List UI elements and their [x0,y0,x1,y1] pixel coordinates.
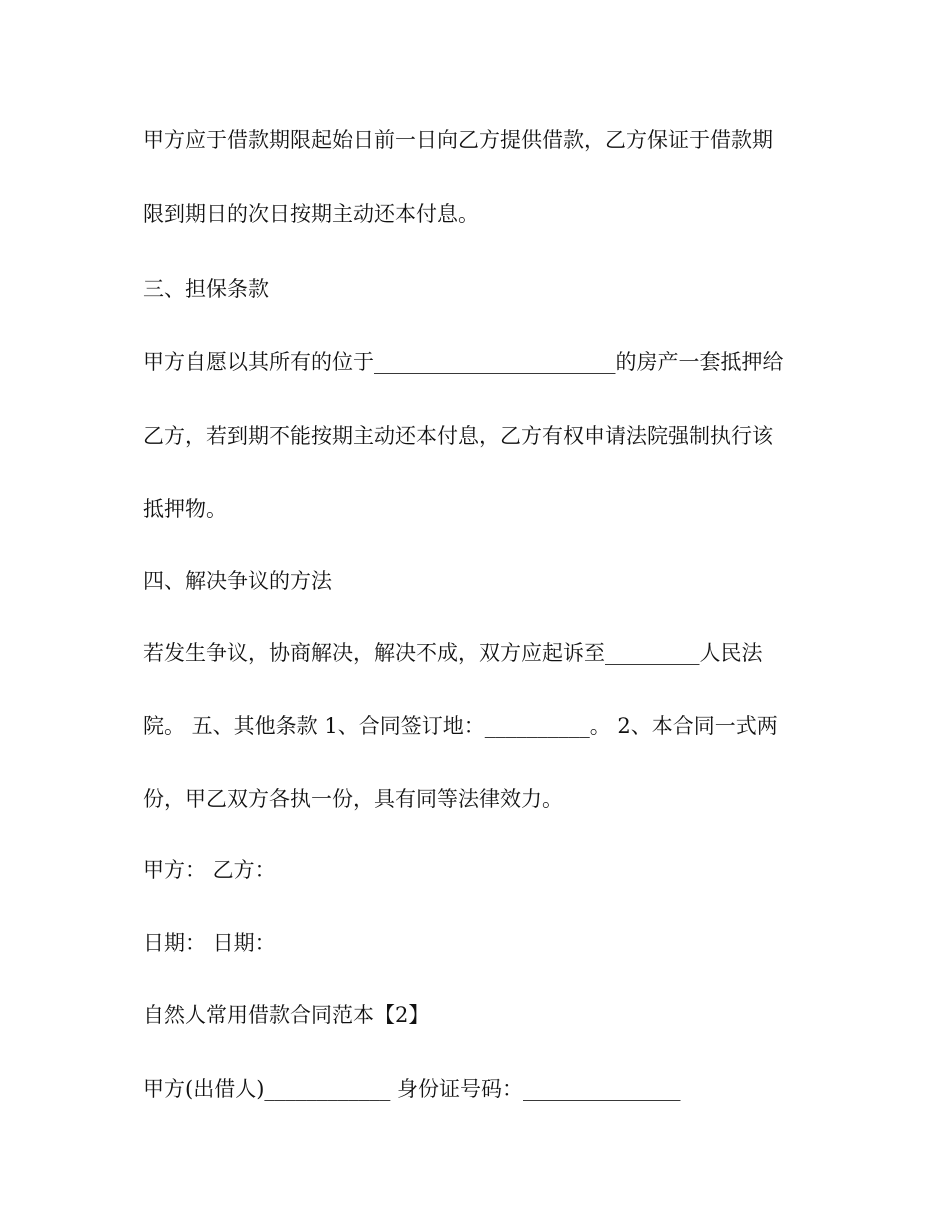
lender-info-line: 甲方(出借人)____________ 身份证号码：_______________ [143,1077,681,1101]
signature-parties: 甲方： 乙方： [143,858,276,882]
paragraph-loan-provision-line-1: 甲方应于借款期限起始日前一日向乙方提供借款，乙方保证于借款期 [143,128,773,152]
paragraph-guarantee-line-3: 抵押物。 [143,497,227,521]
paragraph-dispute-line-2: 院。 五、其他条款 1、合同签订地：__________。 2、本合同一式两 [143,714,778,738]
signature-dates: 日期： 日期： [143,931,276,955]
paragraph-loan-provision-line-2: 限到期日的次日按期主动还本付息。 [143,202,479,226]
paragraph-dispute-line-1: 若发生争议，协商解决，解决不成，双方应起诉至_________人民法 [143,641,763,665]
paragraph-guarantee-line-1: 甲方自愿以其所有的位于_______________________的房产一套抵押给 [143,350,784,374]
paragraph-guarantee-line-2: 乙方，若到期不能按期主动还本付息，乙方有权申请法院强制执行该 [143,424,773,448]
section-heading-dispute: 四、解决争议的方法 [143,569,332,593]
contract-title-2: 自然人常用借款合同范本【2】 [143,1003,430,1027]
section-heading-guarantee: 三、担保条款 [143,277,269,301]
paragraph-dispute-line-3: 份，甲乙双方各执一份，具有同等法律效力。 [143,787,563,811]
